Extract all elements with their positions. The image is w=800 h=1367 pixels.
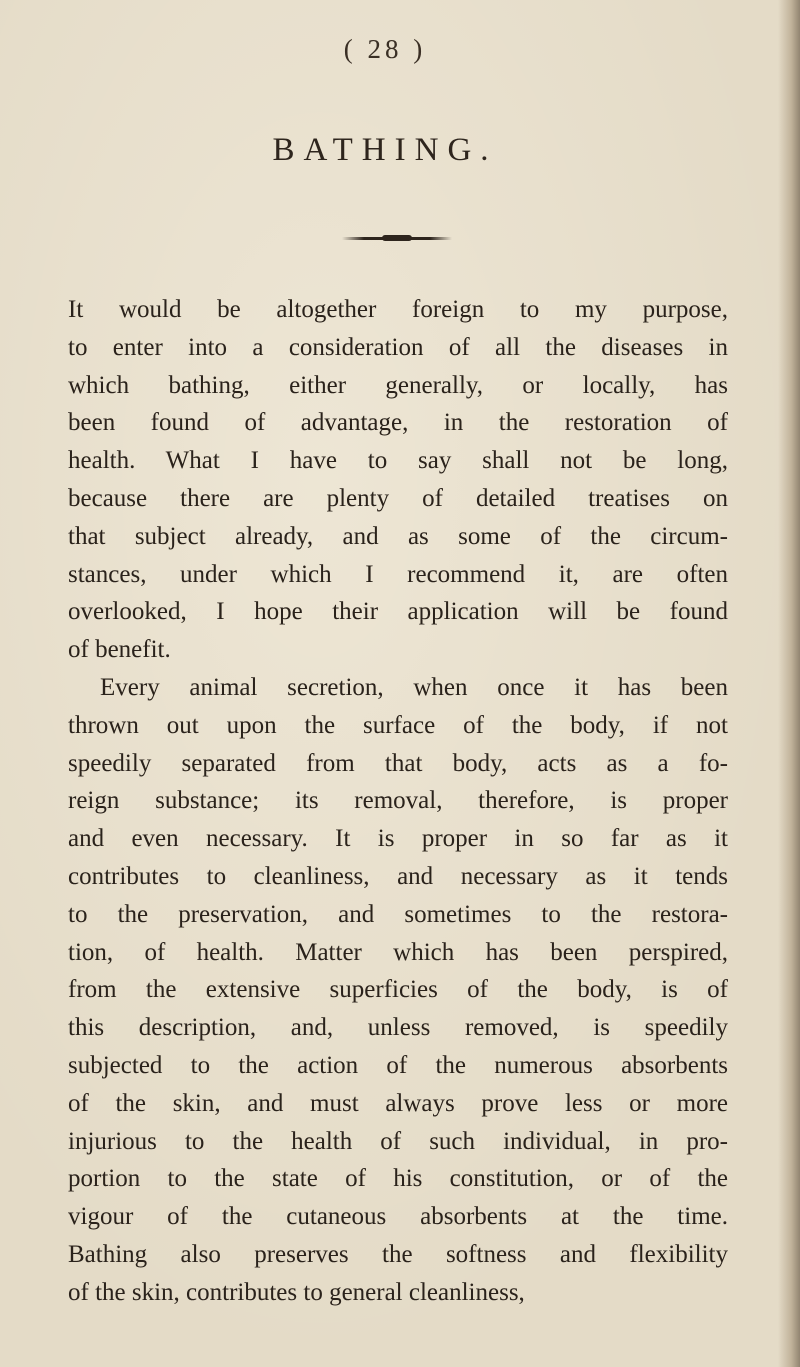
text-line: subjected to the action of the numerous absorbents (68, 1051, 728, 1079)
text-line: reign substance; its removal, therefore, is proper (68, 787, 728, 815)
text-line: vigour of the cutaneous absorbents at the time. (68, 1203, 728, 1231)
text-line: It would be altogether foreign to my purpose, (68, 296, 728, 323)
text-line: this description, and, unless removed, is speedily (68, 1014, 728, 1042)
text-line: portion to the state of his constitution, or of the (68, 1165, 728, 1193)
text-line: of benefit. (68, 636, 171, 664)
text-line: Bathing also preserves the softness and flexibility (68, 1240, 728, 1268)
text-line: speedily separated from that body, acts as a fo- (68, 749, 728, 777)
text-line: to the preservation, and sometimes to the restora- (68, 900, 728, 928)
text-line: been found of advantage, in the restoration of (68, 409, 728, 437)
text-line: overlooked, I hope their application will be found (68, 598, 728, 626)
text-line: injurious to the health of such individual, in pro- (68, 1127, 728, 1155)
text-line: that subject already, and as some of the circum- (68, 522, 728, 550)
text-line: of the skin, contributes to general cleanliness, (68, 1278, 525, 1306)
text-line: because there are plenty of detailed treatises on (68, 484, 728, 512)
text-line: of the skin, and must always prove less or more (68, 1089, 728, 1117)
text-line: health. What I have to say shall not be long, (68, 447, 728, 475)
body-text (68, 291, 728, 1312)
text-line: which bathing, either generally, or locally, has (68, 371, 728, 399)
text-line: to enter into a consideration of all the diseases in (68, 333, 728, 361)
text-line: from the extensive superficies of the body, is of (68, 976, 728, 1004)
title-divider-ornament (382, 235, 412, 241)
page-edge-shadow (778, 0, 800, 1367)
page-number: ( 28 ) (343, 34, 427, 64)
text-line: contributes to cleanliness, and necessary as it tends (68, 862, 728, 890)
text-line: and even necessary. It is proper in so far as it (68, 825, 728, 853)
text-line: thrown out upon the surface of the body, if not (68, 711, 728, 739)
text-line: stances, under which I recommend it, are often (68, 560, 728, 588)
text-line: tion, of health. Matter which has been perspired, (68, 938, 728, 966)
chapter-title: BATHING. (272, 132, 498, 168)
text-line: Every animal secretion, when once it has been (100, 673, 728, 701)
